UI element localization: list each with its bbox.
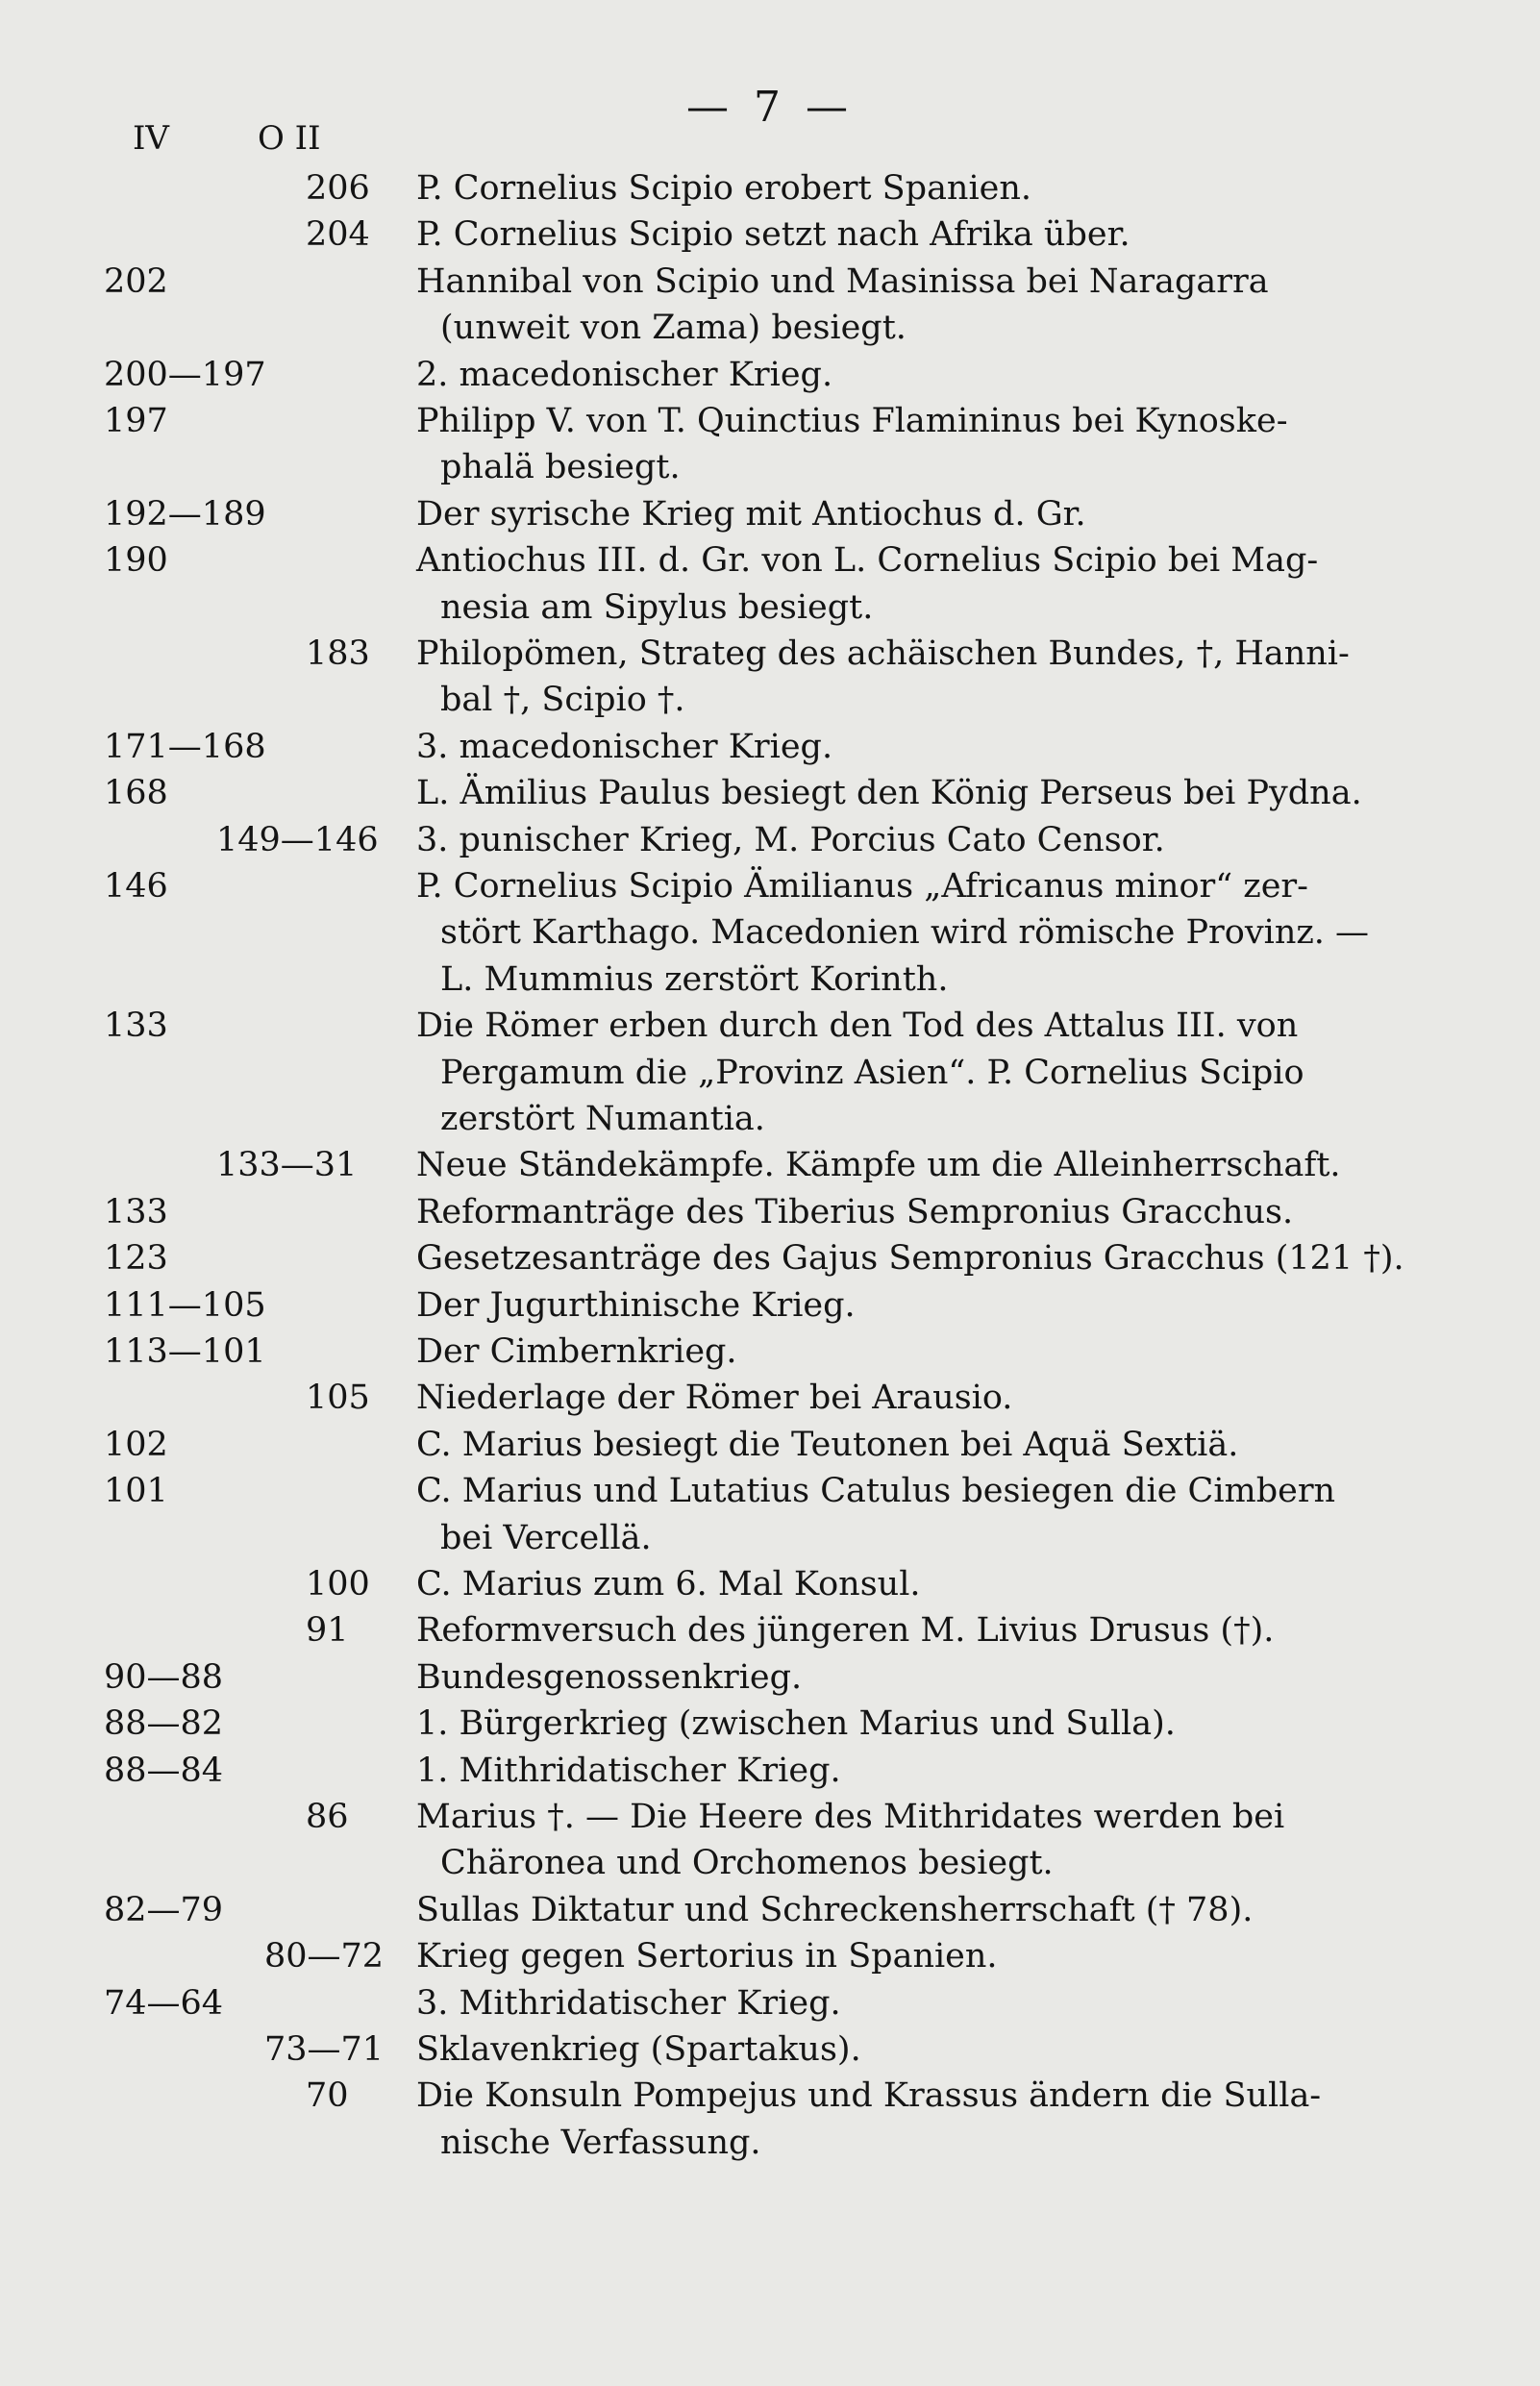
- event-text: L. Mummius zerstört Korinth.: [440, 959, 949, 999]
- event-text: Philopömen, Strateg des achäischen Bundes, †, Hanni-: [416, 634, 1350, 673]
- year-col-iv: 74—64: [104, 1983, 224, 2023]
- event-text: C. Marius und Lutatius Catulus besiegen die Cimbern: [416, 1472, 1336, 1511]
- year-col-iv: 88—84: [104, 1751, 224, 1790]
- timeline-entry-continuation: [0, 444, 1540, 490]
- event-text: Der Cimbernkrieg.: [416, 1332, 737, 1371]
- event-text: Die Römer erben durch den Tod des Attalus III. von: [416, 1007, 1299, 1046]
- year-col-o-ii: 133—31: [216, 1146, 358, 1185]
- timeline-entry: [0, 537, 1540, 584]
- year-col-iv: 197: [104, 402, 168, 440]
- event-text: 3. Mithridatischer Krieg.: [416, 1983, 841, 2023]
- event-text: (unweit von Zama) besiegt.: [440, 309, 907, 348]
- year-col-iv: 102: [104, 1425, 168, 1464]
- column-heading-iv: IV: [133, 119, 169, 158]
- year-col-iv: 202: [104, 261, 168, 301]
- year-col-o-ii: 91: [306, 1611, 349, 1651]
- year-col-o-ii: 100: [306, 1565, 370, 1603]
- timeline-entry: [0, 1794, 1540, 1840]
- event-text: Krieg gegen Sertorius in Spanien.: [416, 1937, 998, 1976]
- timeline-entry: [0, 1235, 1540, 1281]
- timeline-entry: [0, 1468, 1540, 1514]
- year-col-o-ii: 70: [306, 2076, 349, 2116]
- timeline-entry-continuation: [0, 957, 1540, 1003]
- event-text: C. Marius zum 6. Mal Konsul.: [416, 1565, 921, 1603]
- timeline-entry: [0, 1422, 1540, 1468]
- event-text: Philipp V. von T. Quinctius Flamininus bei Kynoske-: [416, 402, 1288, 440]
- year-col-iv: 123: [104, 1239, 168, 1279]
- event-text: Chäronea und Orchomenos besiegt.: [440, 1844, 1054, 1883]
- event-text: Reformversuch des jüngeren M. Livius Drusus (†).: [416, 1611, 1275, 1651]
- timeline-entry-continuation: [0, 677, 1540, 723]
- timeline-entry-continuation: [0, 1515, 1540, 1561]
- timeline-entry: [0, 1748, 1540, 1794]
- year-col-iv: 111—105: [104, 1285, 266, 1325]
- event-text: 3. macedonischer Krieg.: [416, 727, 833, 766]
- year-col-iv: 190: [104, 541, 168, 581]
- event-text: bei Vercellä.: [440, 1518, 652, 1557]
- year-col-iv: 192—189: [104, 494, 266, 534]
- column-heading-o-ii: O II: [258, 119, 321, 158]
- event-text: Antiochus III. d. Gr. von L. Cornelius Scipio bei Mag-: [416, 541, 1319, 581]
- year-col-iv: 113—101: [104, 1332, 266, 1371]
- year-col-o-ii: 206: [306, 169, 370, 208]
- event-text: Reformanträge des Tiberius Sempronius Gracchus.: [416, 1192, 1294, 1231]
- year-col-o-ii: 73—71: [264, 2030, 385, 2069]
- event-text: Neue Ständekämpfe. Kämpfe um die Alleinherrschaft.: [416, 1146, 1341, 1185]
- page-number: — 7 —: [686, 83, 854, 132]
- event-text: Pergamum die „Provinz Asien“. P. Cornelius Scipio: [440, 1053, 1304, 1092]
- timeline-entry: [0, 1282, 1540, 1329]
- year-col-o-ii: 183: [306, 634, 370, 673]
- event-text: 1. Mithridatischer Krieg.: [416, 1751, 841, 1790]
- year-col-iv: 133: [104, 1007, 168, 1046]
- event-text: P. Cornelius Scipio erobert Spanien.: [416, 169, 1032, 208]
- year-col-iv: 200—197: [104, 355, 266, 394]
- event-text: Sullas Diktatur und Schreckensherrschaft († 78).: [416, 1890, 1254, 1929]
- timeline-entry: [0, 1701, 1540, 1747]
- event-text: Bundesgenossenkrieg.: [416, 1657, 803, 1697]
- event-text: Sklavenkrieg (Spartakus).: [416, 2030, 861, 2069]
- timeline-entry: [0, 631, 1540, 677]
- timeline-entry: [0, 491, 1540, 537]
- event-text: stört Karthago. Macedonien wird römische Provinz. —: [440, 913, 1370, 953]
- event-text: phalä besiegt.: [440, 448, 681, 487]
- event-text: Gesetzesanträge des Gajus Sempronius Gracchus (121 †).: [416, 1239, 1404, 1279]
- year-col-iv: 88—82: [104, 1704, 224, 1744]
- timeline-entry: [0, 398, 1540, 444]
- timeline-entry: [0, 1142, 1540, 1188]
- timeline-entry: [0, 1933, 1540, 1979]
- timeline-entry: [0, 1329, 1540, 1375]
- event-text: Der Jugurthinische Krieg.: [416, 1285, 856, 1325]
- timeline-entry: [0, 165, 1540, 211]
- timeline-entry: [0, 1189, 1540, 1235]
- timeline-entry-continuation: [0, 909, 1540, 956]
- event-text: nische Verfassung.: [440, 2123, 761, 2162]
- timeline-entry-continuation: [0, 305, 1540, 351]
- timeline-entry: [0, 352, 1540, 398]
- timeline-entry: [0, 1375, 1540, 1421]
- event-text: bal †, Scipio †.: [440, 681, 685, 720]
- timeline-entry: [0, 1561, 1540, 1607]
- event-text: Hannibal von Scipio und Masinissa bei Naragarra: [416, 261, 1269, 301]
- timeline-entry: [0, 1980, 1540, 2026]
- timeline-entry: [0, 2073, 1540, 2119]
- year-col-iv: 171—168: [104, 727, 266, 766]
- event-text: zerstört Numantia.: [440, 1100, 765, 1138]
- timeline-entry: [0, 724, 1540, 770]
- timeline-entry-continuation: [0, 2120, 1540, 2166]
- timeline-entry: [0, 863, 1540, 909]
- year-col-iv: 168: [104, 774, 168, 813]
- event-text: Niederlage der Römer bei Arausio.: [416, 1379, 1013, 1418]
- timeline-entry: [0, 817, 1540, 863]
- year-col-o-ii: 149—146: [216, 820, 379, 859]
- timeline-entry: [0, 211, 1540, 258]
- timeline-entry-continuation: [0, 1096, 1540, 1142]
- event-text: 2. macedonischer Krieg.: [416, 355, 833, 394]
- timeline-entry-continuation: [0, 584, 1540, 631]
- event-text: Marius †. — Die Heere des Mithridates werden bei: [416, 1798, 1285, 1836]
- timeline-entry: [0, 1003, 1540, 1049]
- timeline-entry: [0, 1654, 1540, 1701]
- event-text: Die Konsuln Pompejus und Krassus ändern die Sulla-: [416, 2076, 1322, 2116]
- event-text: L. Ämilius Paulus besiegt den König Perseus bei Pydna.: [416, 774, 1362, 813]
- timeline-entry-continuation: [0, 1840, 1540, 1886]
- timeline-entry: [0, 770, 1540, 816]
- year-col-o-ii: 80—72: [264, 1937, 385, 1976]
- year-col-o-ii: 204: [306, 215, 370, 255]
- event-text: C. Marius besiegt die Teutonen bei Aquä Sextiä.: [416, 1425, 1239, 1464]
- event-text: 1. Bürgerkrieg (zwischen Marius und Sulla).: [416, 1704, 1176, 1744]
- year-col-o-ii: 86: [306, 1798, 349, 1836]
- timeline-entry: [0, 2026, 1540, 2073]
- event-text: Der syrische Krieg mit Antiochus d. Gr.: [416, 494, 1086, 534]
- timeline-entry-continuation: [0, 1050, 1540, 1096]
- timeline-entry: [0, 259, 1540, 305]
- year-col-iv: 133: [104, 1192, 168, 1231]
- event-text: nesia am Sipylus besiegt.: [440, 587, 874, 627]
- year-col-iv: 101: [104, 1472, 168, 1511]
- year-col-iv: 82—79: [104, 1890, 224, 1929]
- event-text: 3. punischer Krieg, M. Porcius Cato Censor.: [416, 820, 1165, 859]
- year-col-iv: 90—88: [104, 1657, 224, 1697]
- year-col-o-ii: 105: [306, 1379, 370, 1418]
- event-text: P. Cornelius Scipio setzt nach Afrika über.: [416, 215, 1130, 255]
- timeline-entry: [0, 1887, 1540, 1933]
- timeline-entry: [0, 1607, 1540, 1653]
- year-col-iv: 146: [104, 867, 168, 906]
- event-text: P. Cornelius Scipio Ämilianus „Africanus minor“ zer-: [416, 867, 1308, 906]
